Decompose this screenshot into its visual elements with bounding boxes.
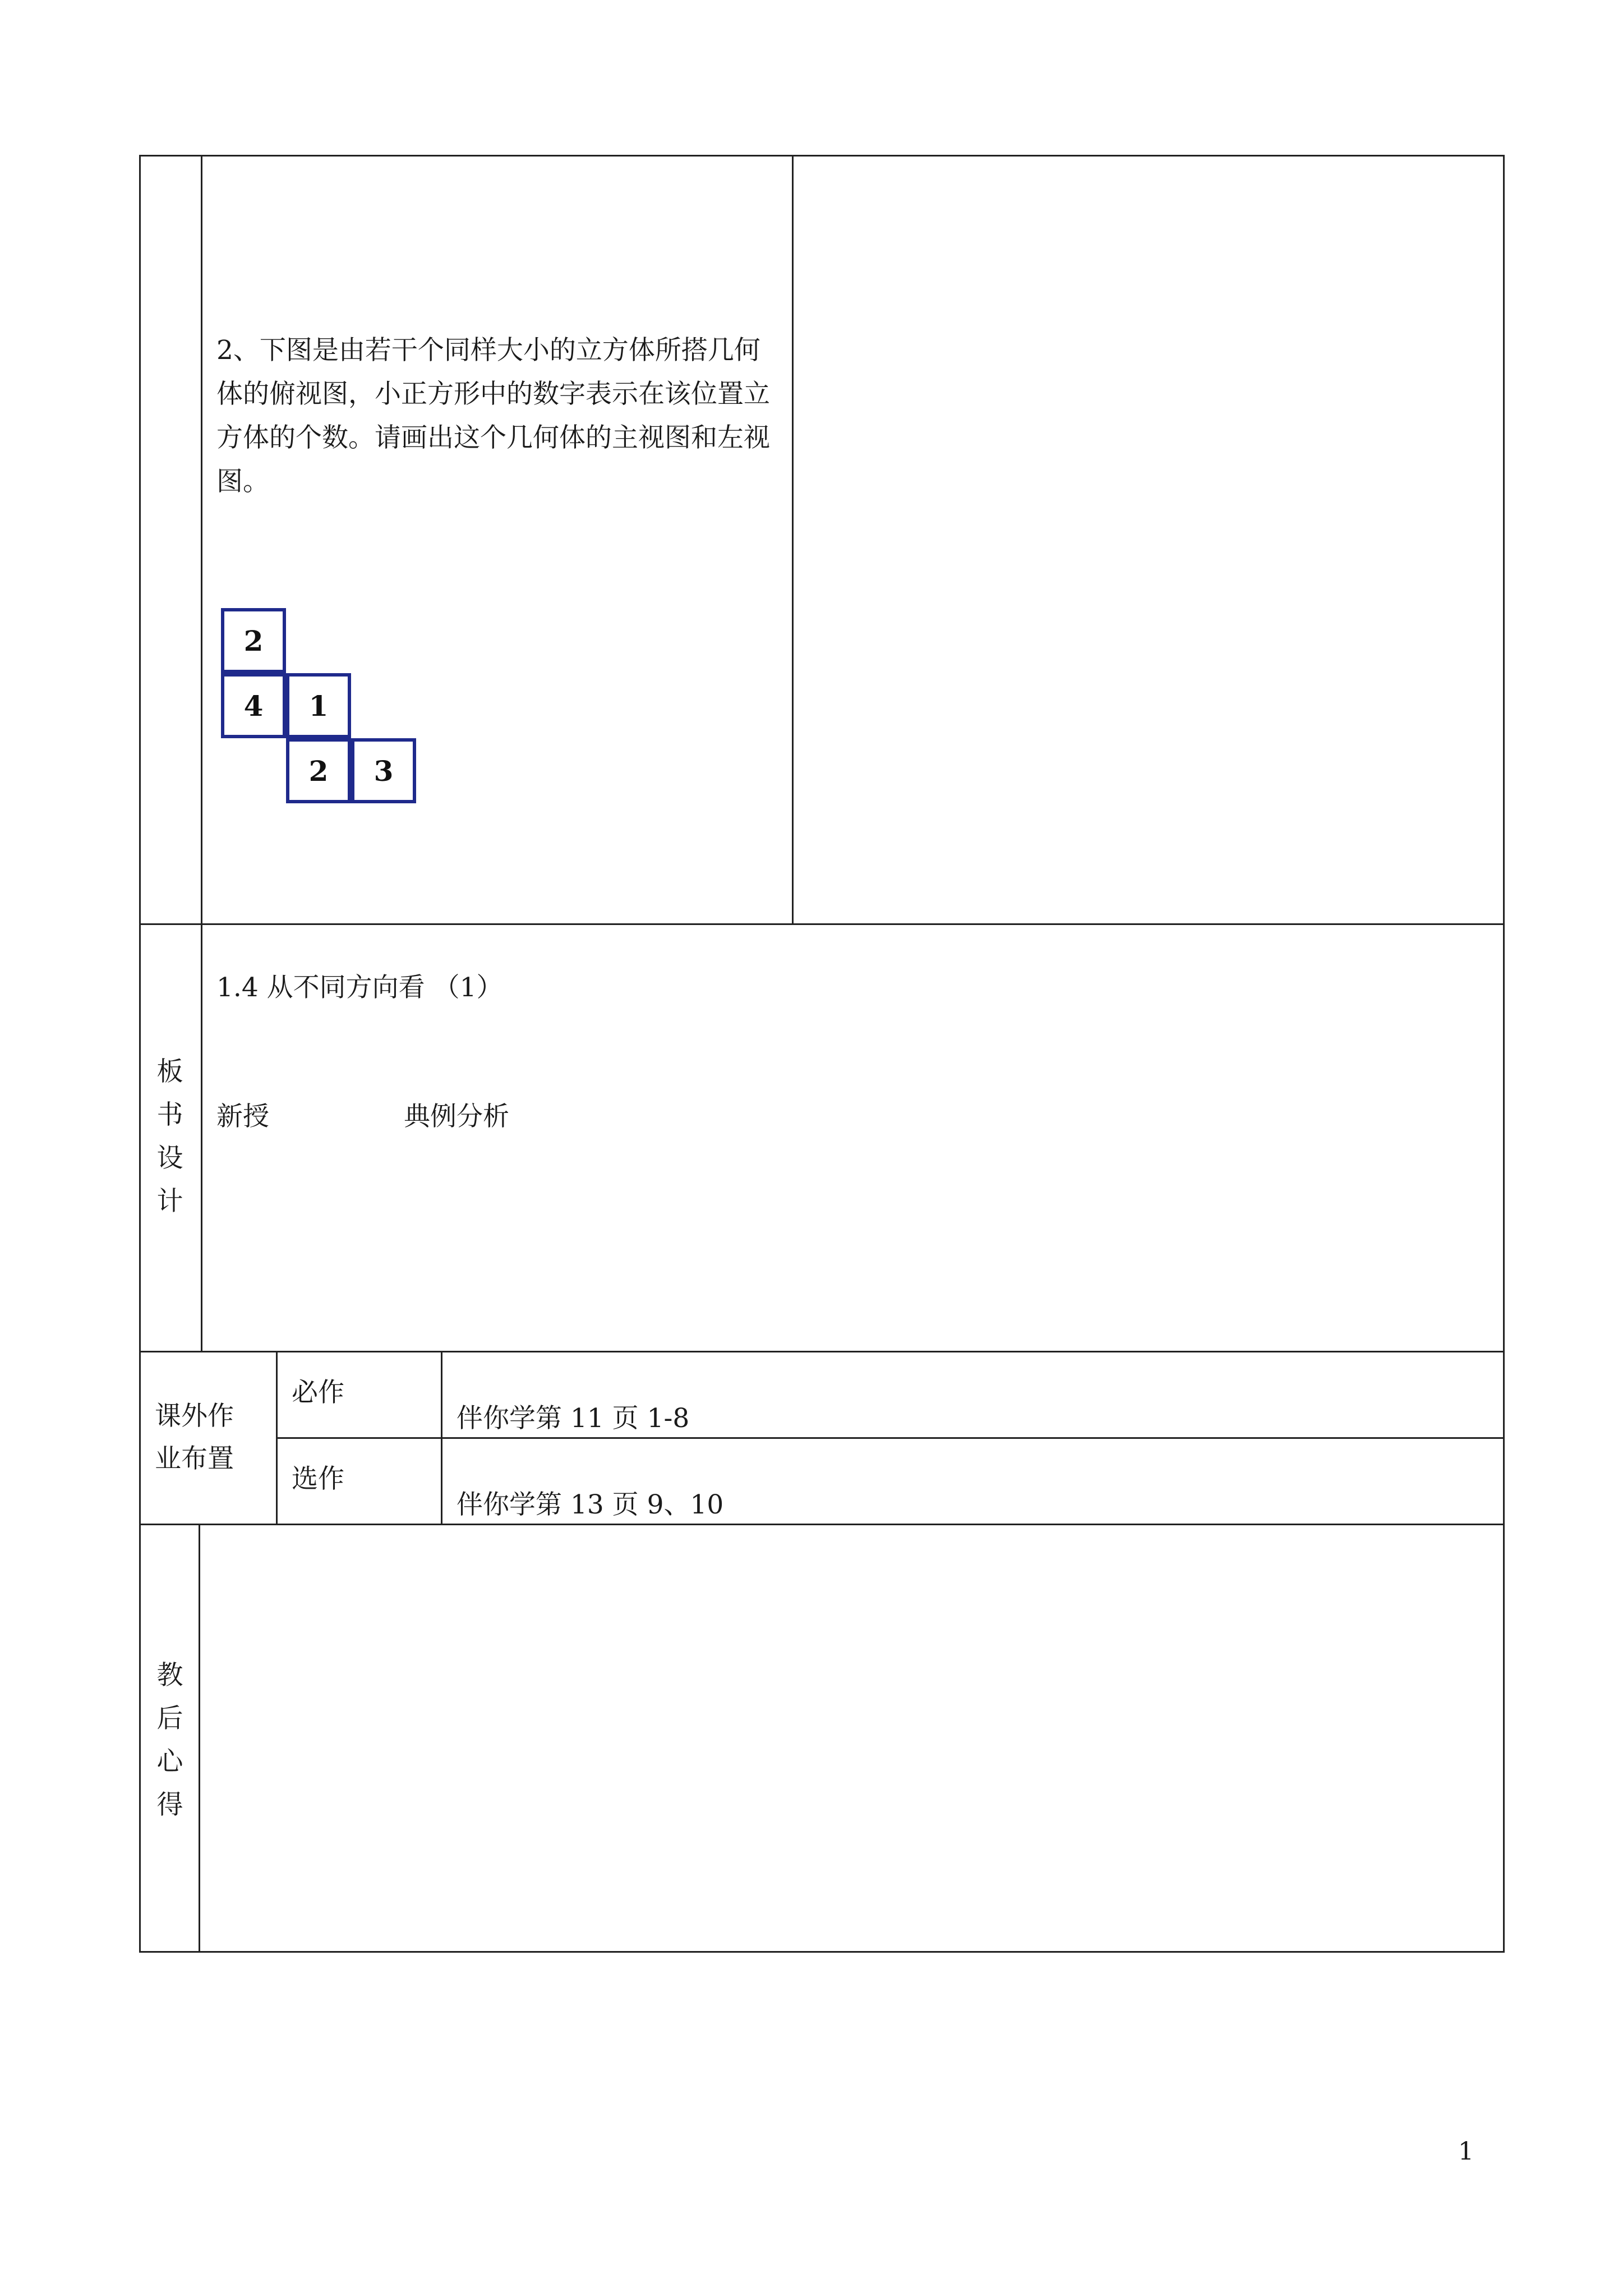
homework-label-divider <box>276 1351 278 1525</box>
board-label-char: 书 <box>156 1099 183 1130</box>
homework-required-label: 必作 <box>292 1377 344 1408</box>
reflection-label-char: 得 <box>156 1789 183 1820</box>
reflection-label-char: 后 <box>156 1703 183 1734</box>
row-divider-homework <box>139 1351 1505 1352</box>
homework-optional-label: 选作 <box>292 1464 344 1494</box>
grid-cell: 1 <box>286 673 351 738</box>
row-divider-board <box>139 923 1505 925</box>
board-label-char: 计 <box>156 1186 183 1217</box>
board-label-char: 设 <box>156 1143 183 1174</box>
table-top-border <box>139 155 1505 157</box>
label-column-divider-top <box>201 155 202 1352</box>
question-text: 2、下图是由若干个同样大小的立方体所搭几何体的俯视图，小正方形中的数字表示在该位置立方体的个数。请画出这个几何体的主视图和左视图。 <box>216 335 770 497</box>
reflection-label-char: 心 <box>156 1746 183 1777</box>
board-label-char: 板 <box>156 1056 183 1087</box>
table-left-border <box>139 155 141 1953</box>
homework-type-divider <box>441 1351 442 1525</box>
table-bottom-border <box>139 1951 1505 1953</box>
grid-cell: 3 <box>351 738 416 803</box>
board-item-new: 新授 <box>216 1101 269 1132</box>
grid-cell: 2 <box>221 608 286 673</box>
reflection-label-char: 教 <box>156 1660 183 1691</box>
page-number: 1 <box>1458 2137 1474 2166</box>
board-item-examples: 典例分析 <box>404 1101 509 1132</box>
table-right-border <box>1503 155 1505 1953</box>
top-view-grid <box>221 608 423 810</box>
homework-optional-value: 伴你学第 13 页 9、10 <box>457 1489 724 1520</box>
homework-label-line1: 课外作 <box>155 1401 234 1432</box>
label-column-divider-bottom <box>199 1524 200 1953</box>
grid-cell: 4 <box>221 673 286 738</box>
grid-cell: 2 <box>286 738 351 803</box>
homework-required-value: 伴你学第 11 页 1-8 <box>457 1403 690 1434</box>
answer-column-divider <box>792 155 794 925</box>
row-divider-reflection <box>139 1524 1505 1525</box>
homework-label-line2: 业布置 <box>155 1443 234 1474</box>
board-title: 1.4 从不同方向看 （1） <box>216 972 503 1003</box>
